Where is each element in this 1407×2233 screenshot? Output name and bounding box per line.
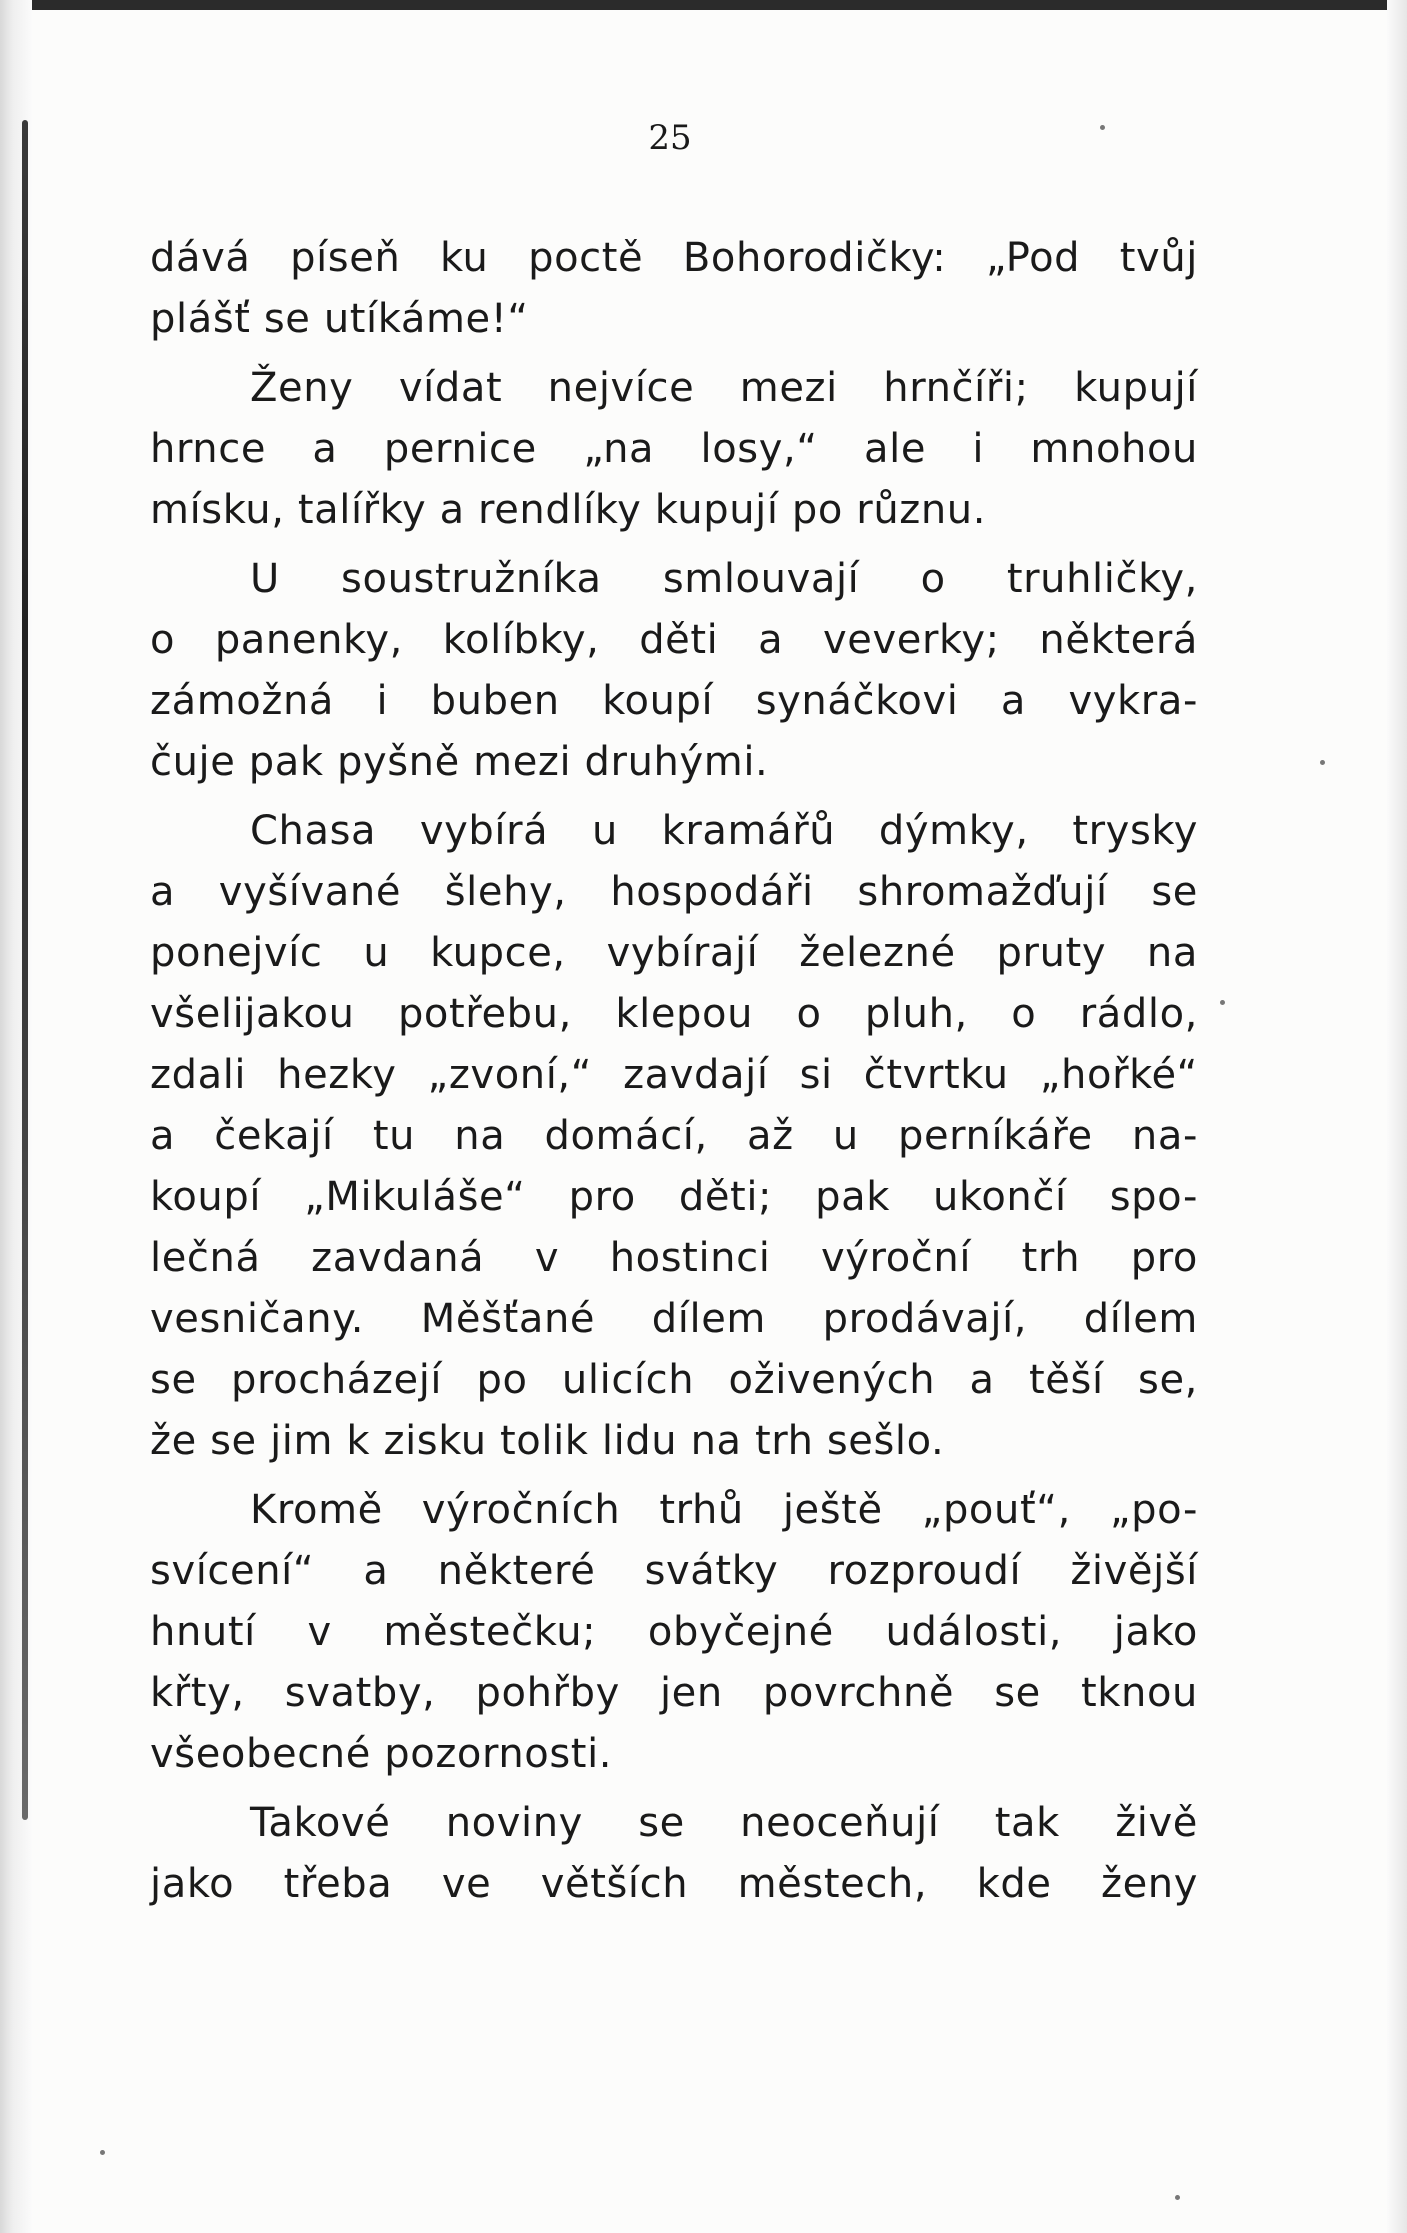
paragraph xyxy=(150,549,1198,793)
text-line: všelijakou potřebu, klepou o pluh, o rádlo, xyxy=(150,991,1198,1037)
page-number: 25 xyxy=(648,118,692,158)
text-line: křty, svatby, pohřby jen povrchně se tknou xyxy=(150,1670,1198,1716)
text-line: zdali hezky „zvoní,“ zavdají si čtvrtku „hořké“ xyxy=(150,1052,1198,1098)
paper-speck xyxy=(1320,760,1325,765)
paragraph xyxy=(150,1793,1198,1915)
text-line: jako třeba ve větších městech, kde ženy xyxy=(150,1861,1198,1907)
binding-shadow xyxy=(22,120,28,1820)
text-line: Ženy vídat nejvíce mezi hrnčíři; kupují xyxy=(250,365,1198,411)
text-line: Takové noviny se neoceňují tak živě xyxy=(250,1800,1198,1846)
text-line: ponejvíc u kupce, vybírají železné pruty na xyxy=(150,930,1198,976)
text-line: Kromě výročních trhů ještě „pouť“, „po- xyxy=(250,1487,1198,1533)
paragraph xyxy=(150,801,1198,1472)
text-line: dává píseň ku poctě Bohorodičky: „Pod tvůj xyxy=(150,235,1198,281)
text-line: se procházejí po ulicích oživených a těší se, xyxy=(150,1357,1198,1403)
text-line: o panenky, kolíbky, děti a veverky; některá xyxy=(150,617,1198,663)
page-binding xyxy=(0,0,32,2233)
text-line: čuje pak pyšně mezi druhými. xyxy=(150,739,769,785)
paper-speck xyxy=(1100,125,1105,130)
text-line: že se jim k zisku tolik lidu na trh sešlo. xyxy=(150,1418,945,1464)
text-line: vesničany. Měšťané dílem prodávají, dílem xyxy=(150,1296,1198,1342)
paragraph xyxy=(150,1480,1198,1785)
text-line: plášť se utíkáme!“ xyxy=(150,296,529,342)
paper-speck xyxy=(100,2150,105,2155)
paragraph xyxy=(150,228,1198,350)
text-line: koupí „Mikuláše“ pro děti; pak ukončí spo- xyxy=(150,1174,1198,1220)
text-line: hrnce a pernice „na losy,“ ale i mnohou xyxy=(150,426,1198,472)
text-line: zámožná i buben koupí synáčkovi a vykra- xyxy=(150,678,1198,724)
text-line: svícení“ a některé svátky rozproudí živější xyxy=(150,1548,1198,1594)
text-line: všeobecné pozornosti. xyxy=(150,1731,613,1777)
text-line: a čekají tu na domácí, až u perníkáře na- xyxy=(150,1113,1198,1159)
text-line: lečná zavdaná v hostinci výroční trh pro xyxy=(150,1235,1198,1281)
text-line: mísku, talířky a rendlíky kupují po různu. xyxy=(150,487,987,533)
page-edge xyxy=(1387,0,1407,2233)
top-edge xyxy=(0,0,1407,10)
text-line: Chasa vybírá u kramářů dýmky, trysky xyxy=(250,808,1198,854)
body-text xyxy=(150,228,1198,1923)
paper-speck xyxy=(1220,1000,1225,1005)
paragraph xyxy=(150,358,1198,541)
text-line: hnutí v městečku; obyčejné události, jako xyxy=(150,1609,1198,1655)
text-line: a vyšívané šlehy, hospodáři shromažďují se xyxy=(150,869,1198,915)
text-line: U soustružníka smlouvají o truhličky, xyxy=(250,556,1198,602)
paper-speck xyxy=(1175,2195,1180,2200)
